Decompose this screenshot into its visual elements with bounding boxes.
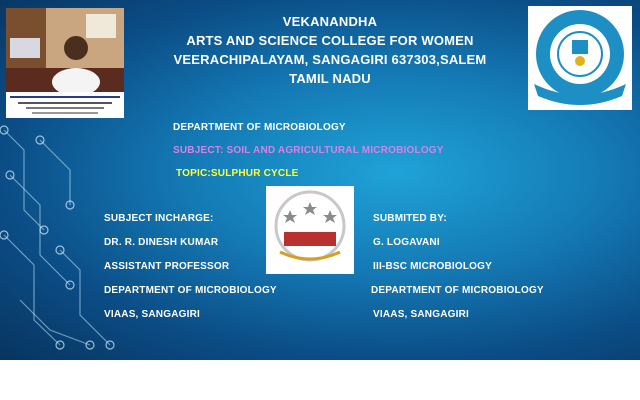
- college-address-line: VEERACHIPALAYAM, SANGAGIRI 637303,SALEM: [173, 52, 487, 67]
- student-department: DEPARTMENT OF MICROBIOLOGY: [371, 285, 544, 296]
- college-logo: [528, 6, 632, 110]
- submitted-heading: SUBMITED BY:: [373, 213, 447, 224]
- college-state-line: TAMIL NADU: [289, 71, 371, 86]
- page-bottom-margin: [0, 360, 640, 400]
- incharge-department: DEPARTMENT OF MICROBIOLOGY: [104, 285, 277, 296]
- student-class: III-BSC MICROBIOLOGY: [373, 261, 492, 272]
- incharge-name: DR. R. DINESH KUMAR: [104, 237, 219, 248]
- topic-title: TOPIC:SULPHUR CYCLE: [176, 168, 299, 179]
- incharge-role: ASSISTANT PROFESSOR: [104, 261, 230, 272]
- department-title: DEPARTMENT OF MICROBIOLOGY: [173, 122, 346, 133]
- college-name-line-2: ARTS AND SCIENCE COLLEGE FOR WOMEN: [186, 33, 474, 48]
- principal-photo: [6, 8, 124, 118]
- viaas-logo: [266, 186, 354, 274]
- student-place: VIAAS, SANGAGIRI: [373, 309, 469, 320]
- incharge-heading: SUBJECT INCHARGE:: [104, 213, 214, 224]
- student-name: G. LOGAVANI: [373, 237, 440, 248]
- subject-title: SUBJECT: SOIL AND AGRICULTURAL MICROBIOLOGY: [173, 145, 444, 156]
- incharge-place: VIAAS, SANGAGIRI: [104, 309, 200, 320]
- college-name-line-1: VEKANANDHA: [282, 14, 378, 29]
